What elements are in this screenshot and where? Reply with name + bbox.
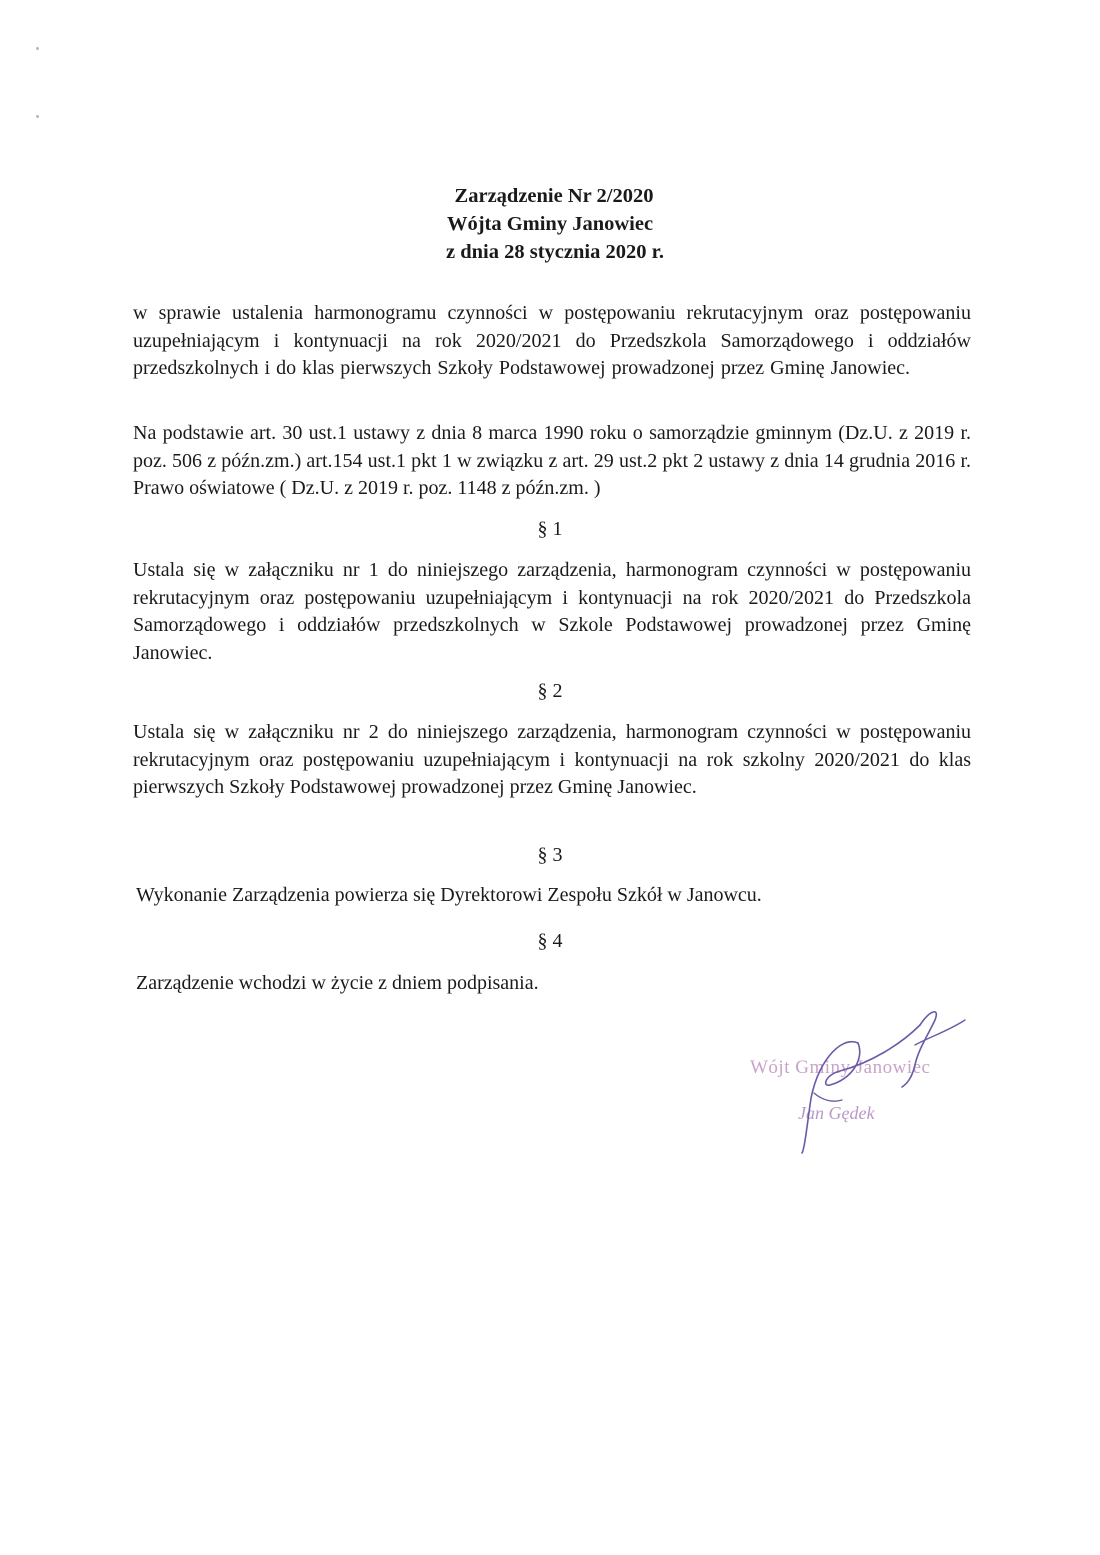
handwritten-signature [730, 1005, 990, 1155]
section-4-mark: § 4 [537, 930, 563, 952]
subject-paragraph: w sprawie ustalenia harmonogramu czynności w postępowaniu rekrutacyjnym oraz postępowaniu uzupełniającym i kontynuacji na rok 2020/2021 do Przedszkola Samorządowego i oddziałów przedszkolnych i do klas pierwszych Szkoły Podstawowej prowadzonej przez Gminę Janowiec. [133, 302, 971, 379]
section-2-text: Ustala się w załączniku nr 2 do niniejszego zarządzenia, harmonogram czynności w postępowaniu rekrutacyjnym oraz postępowaniu uzupełniającym i kontynuacji na rok szkolny 2020/2021 do klas pierwszych Szkoły Podstawowej prowadzonej przez Gminę Janowiec. [133, 721, 971, 798]
scan-speck [36, 115, 39, 118]
legal-basis-paragraph: Na podstawie art. 30 ust.1 ustawy z dnia 8 marca 1990 roku o samorządzie gminnym (Dz.U. z 2019 r. poz. 506 z późn.zm.) art.154 ust.1 pkt 1 w związku z art. 29 ust.2 pkt 2 ustawy z dnia 14 grudnia 2016 r. Prawo oświatowe ( Dz.U. z 2019 r. poz. 1148 z późn.zm. ) [133, 422, 971, 499]
section-1-text: Ustala się w załączniku nr 1 do niniejszego zarządzenia, harmonogram czynności w postępowaniu rekrutacyjnym oraz postępowaniu uzupełniającym i kontynuacji na rok 2020/2021 do Przedszkola Samorządowego i oddziałów przedszkolnych w Szkole Podstawowej prowadzonej przez Gminę Janowiec. [133, 559, 971, 664]
issuer: Wójta Gminy Janowiec [446, 213, 654, 235]
issue-date: z dnia 28 stycznia 2020 r. [446, 241, 664, 263]
section-3-text: Wykonanie Zarządzenia powierza się Dyrektorowi Zespołu Szkół w Janowcu. [136, 884, 762, 906]
stamp-name: Jan Gędek [798, 1103, 875, 1123]
section-3-mark: § 3 [537, 844, 563, 866]
section-2-mark: § 2 [537, 680, 563, 702]
stamp-title: Wójt Gminy Janowiec [750, 1057, 931, 1078]
section-4-text: Zarządzenie wchodzi w życie z dniem podpisania. [136, 972, 539, 994]
document-header [0, 182, 1100, 266]
official-stamp [730, 1005, 990, 1155]
scan-speck [36, 47, 39, 50]
section-1-mark: § 1 [537, 518, 563, 540]
ordinance-number: Zarządzenie Nr 2/2020 [454, 185, 654, 207]
